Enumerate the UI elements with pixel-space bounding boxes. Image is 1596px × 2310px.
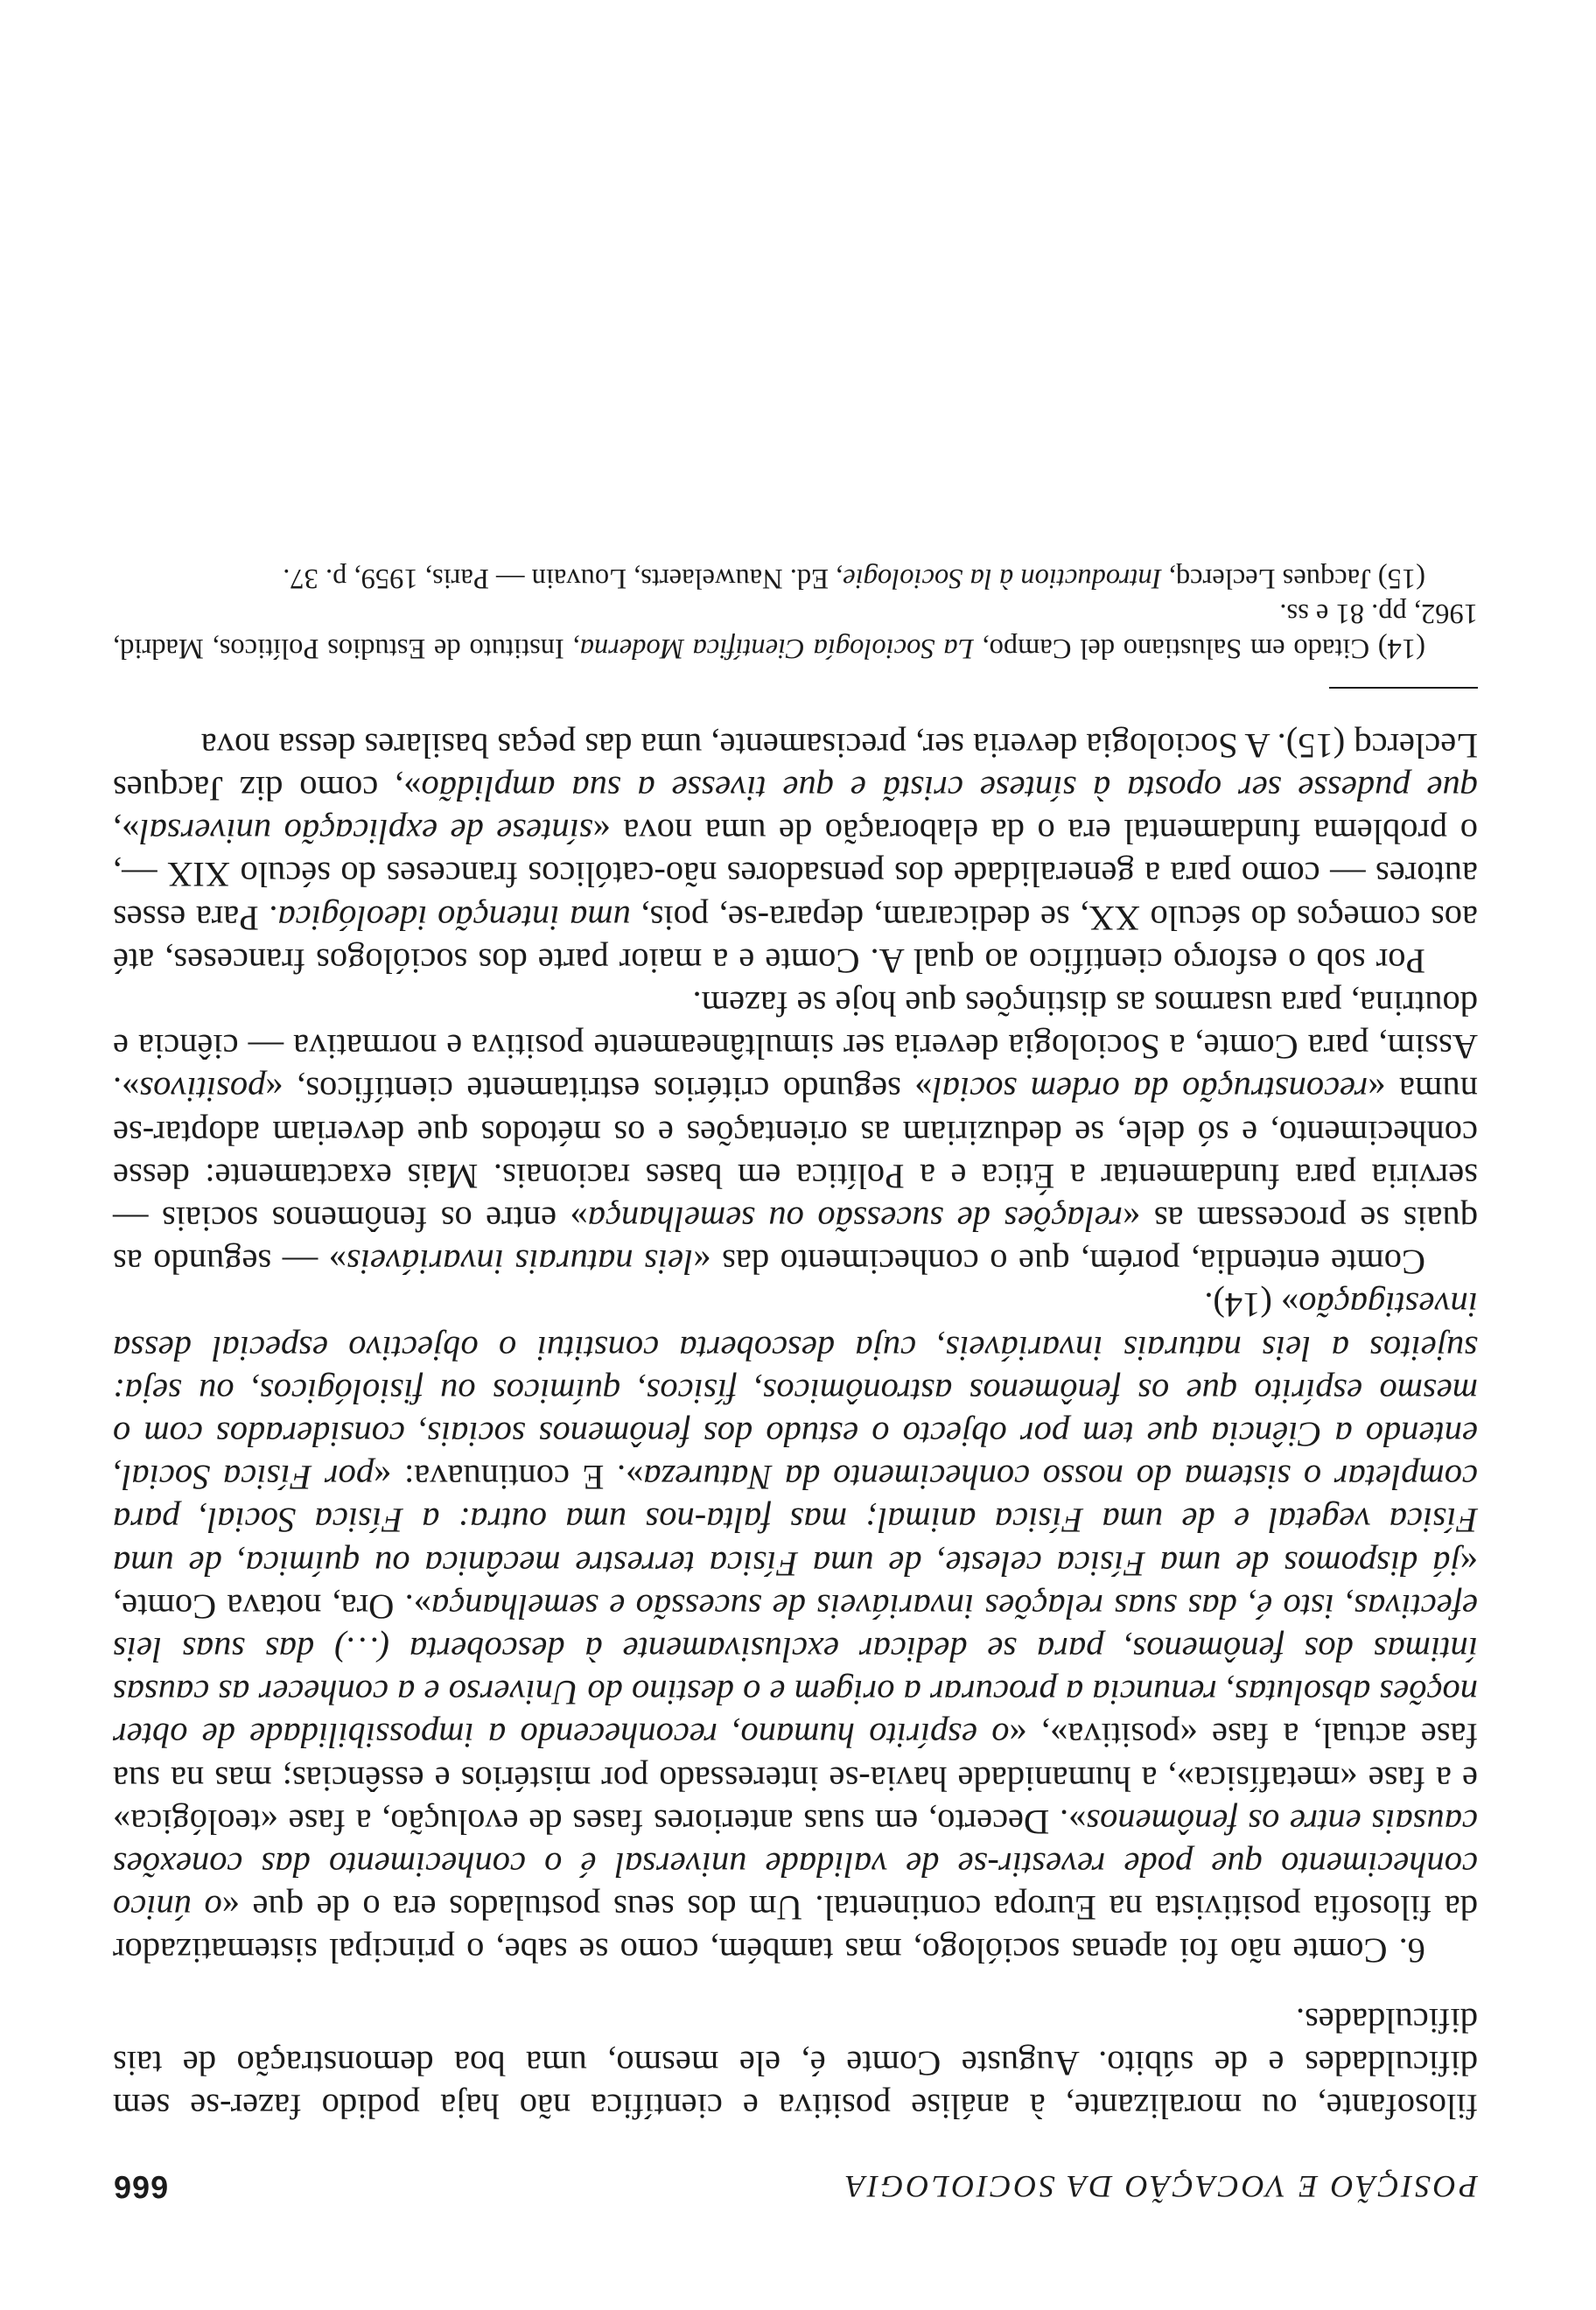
- quote-run: relações de sucessão ou semelhança: [587, 1199, 1124, 1239]
- footnote-text: (14) Citado em Salustiano del Campo,: [973, 633, 1425, 665]
- text-run: » entre os fenômenos sociais — serviria para fundamentar a Ética e a Política em bases racionais. Mais exactamente: desse conhecimento, e só dele, se deduziriam as orientações e os métodos que deveriam adoptar-se numa «: [113, 1070, 1478, 1239]
- text-run: » — segundo as quais se processam as «: [113, 1199, 1478, 1283]
- section-6-paragraph-3: [113, 724, 1478, 983]
- text-run: Comte entendia, porém, que o conhecimento das «: [693, 1242, 1425, 1283]
- section-6-paragraph-2: [113, 983, 1478, 1284]
- text-column: [113, 562, 1478, 2206]
- text-run: »,: [112, 812, 140, 852]
- footnote-title: La Sociología Científica Moderna: [579, 633, 974, 665]
- section-6-paragraph-1: [113, 1284, 1478, 1972]
- intro-text: filosofante, ou moralizante, à análise positiva e científica não haja podido fazer-se sem dificuldades e de súbito. Auguste Comte é, ele mesmo, uma boa demonstração de tais dificuldades.: [113, 2000, 1478, 2126]
- body-text: [113, 724, 1478, 2129]
- running-header: [113, 2168, 1478, 2205]
- text-run: ». E continuava: «: [374, 1458, 644, 1498]
- text-run: » segundo critérios estritamente científicos, «: [265, 1070, 933, 1110]
- section-number: 6.: [1398, 1931, 1425, 1971]
- footnote-14: [113, 597, 1478, 667]
- footnote-ref: » (14).: [1204, 1285, 1299, 1326]
- intro-paragraph: [113, 1998, 1478, 2128]
- text-run: Comte não foi apenas sociólogo, mas também, como se sabe, o principal sistematizador da filosofia positivista na Europa continental. Um dos seus postulados era o de que «: [113, 1888, 1478, 1971]
- quote-run: reconstrução da ordem social: [932, 1070, 1368, 1110]
- footnote-text: , Instituto de Estudios Políticos, Madrid, 1962, pp. 81 e ss.: [113, 598, 1478, 665]
- footnote-title: Introduction à la Sociologie: [843, 563, 1162, 595]
- quote-run: já dispomos de uma Física celeste, de uma Física terrestre mecânica ou química, de uma Física vegetal e de uma Física animal; mas falta-nos uma outra: a Física Social, para completar o sistema do nosso conhecimento da Natureza: [113, 1458, 1478, 1584]
- running-title: POSIÇÃO E VOCAÇÃO DA SOCIOLOGIA: [843, 2169, 1478, 2204]
- quote-run: o único conhecimento que pode revestir-se de validade universal é o conhecimento das conexões causais entre os fenômenos: [113, 1802, 1478, 1928]
- text-run: ». Ora, notava Comte, «: [113, 1544, 1478, 1627]
- text-run: . Para esses autores — como para a generalidade dos pensadores não-católicos franceses do século XIX —, o problema fundamental era o da elaboração de uma nova «: [113, 812, 1478, 938]
- footnote-15: [113, 562, 1478, 597]
- text-run: Por sob o esforço científico ao qual A. Comte e a maior parte dos sociólogos franceses, até aos começos do século XX, se dedicaram, depara-se, pois,: [113, 898, 1478, 981]
- quote-run: o espírito humano, reconhecendo a impossibilidade de obter noções absolutas, renuncia a procurar a origem e o destino do Universo e a conhecer as causas íntimas dos fenômenos, para se dedicar exclusivamente à descoberta (…) das suas leis efectivas, isto é, das suas relações invariáveis de sucessão e semelhança: [113, 1586, 1478, 1756]
- footnote-divider: [1329, 688, 1478, 690]
- text-run: ». Decerto, em suas anteriores fases de evolução, a fase «teológica» e a fase «metafísica», a humanidade havia-se interessado por mistérios e essências; mas na sua fase actual, a fase «positiva», «: [113, 1716, 1478, 1842]
- footnote-text: , Ed. Nauwelaerts, Louvain — Paris, 1959, p. 37.: [283, 563, 844, 595]
- quote-run: positivos: [139, 1070, 266, 1110]
- text-run: ». Assim, para Comte, a Sociologia deveria ser simultâneamente positiva e normativa — ciência e doutrina, para usarmos as distinções que hoje se fazem.: [113, 984, 1478, 1110]
- footnotes: [113, 562, 1478, 667]
- quote-run: por Física Social, entendo a Ciência que tem por objecto o estudo dos fenômenos sociais, considerados com o mesmo espírito que os fenômenos astronômicos, físicos, químicos ou fisiológicos, ou seja: sujeitos a leis naturais invariáveis, cuja descoberta constitui o objectivo especial dessa investigação: [113, 1285, 1478, 1498]
- text-run: », como diz Jacques Leclercq (15). A Sociologia deveria ser, precisamente, uma das peças basilares dessa nova: [113, 725, 1478, 808]
- page-number: 666: [113, 2169, 169, 2205]
- footnote-text: (15) Jacques Leclercq,: [1161, 563, 1425, 595]
- emphasis-run: uma intenção ideológica: [277, 898, 631, 938]
- quote-run: síntese de explicação universal: [139, 812, 593, 852]
- emphasis-run: que pudesse ser oposta à síntese cristã e que tivesse a sua amplidão: [421, 768, 1478, 808]
- quote-run: leis naturais invariáveis: [346, 1242, 694, 1283]
